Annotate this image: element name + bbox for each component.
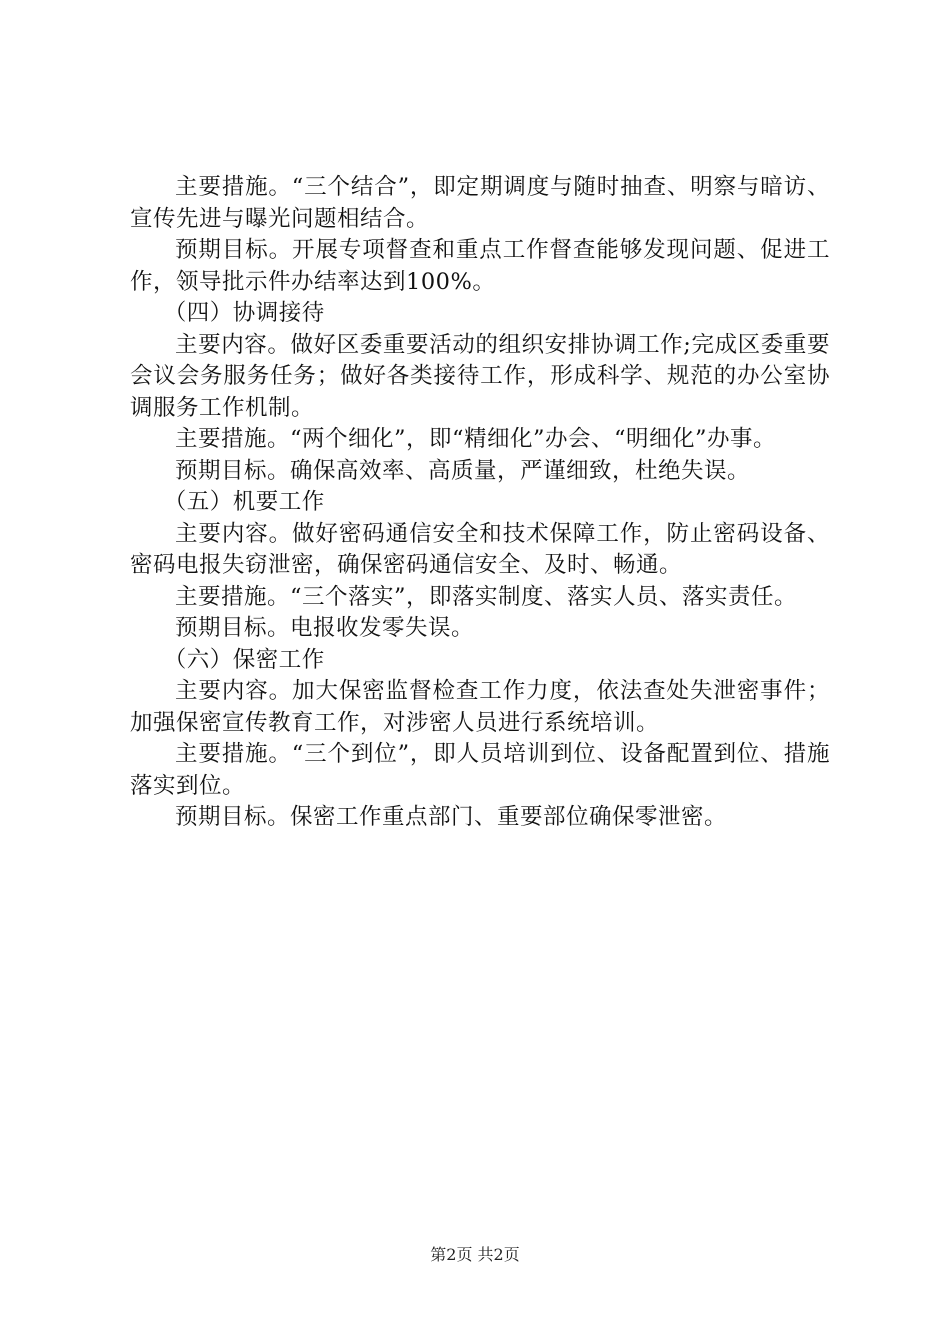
document-body: [130, 172, 830, 834]
paragraph-measures-secrecy: 主要措施。“三个到位”，即人员培训到位、设备配置到位、措施落实到位。: [130, 741, 830, 799]
paragraph-measures-supervision: 主要措施。“三个结合”，即定期调度与随时抽查、明察与暗访、宣传先进与曝光问题相结合。: [130, 174, 830, 232]
paragraph-measures-coordination: 主要措施。“两个细化”，即“精细化”办会、“明细化”办事。: [175, 426, 777, 452]
paragraph-goals-confidential: 预期目标。电报收发零失误。: [175, 615, 475, 641]
paragraph-content-secrecy: 主要内容。加大保密监督检查工作力度，依法查处失泄密事件；加强保密宣传教育工作，对涉密人员进行系统培训。: [130, 678, 830, 736]
page-footer: 第2页 共2页: [430, 1245, 520, 1264]
paragraph-measures-confidential: 主要措施。“三个落实”，即落实制度、落实人员、落实责任。: [175, 583, 798, 610]
paragraph-goals-supervision: 预期目标。开展专项督查和重点工作督查能够发现问题、促进工作，领导批示件办结率达到100%。: [130, 237, 830, 295]
section-heading-secrecy: （六）保密工作: [163, 646, 325, 673]
paragraph-content-confidential: 主要内容。做好密码通信安全和技术保障工作，防止密码设备、密码电报失窃泄密，确保密码通信安全、及时、畅通。: [130, 520, 830, 578]
paragraph-content-coordination: 主要内容。做好区委重要活动的组织安排协调工作;完成区委重要会议会务服务任务；做好各类接待工作，形成科学、规范的办公室协调服务工作机制。: [130, 331, 830, 421]
paragraph-goals-coordination: 预期目标。确保高效率、高质量，严谨细致，杜绝失误。: [175, 457, 751, 484]
section-heading-coordination: （四）协调接待: [163, 300, 325, 326]
paragraph-goals-secrecy: 预期目标。保密工作重点部门、重要部位确保零泄密。: [175, 804, 728, 830]
section-heading-confidential: （五）机要工作: [163, 489, 325, 515]
